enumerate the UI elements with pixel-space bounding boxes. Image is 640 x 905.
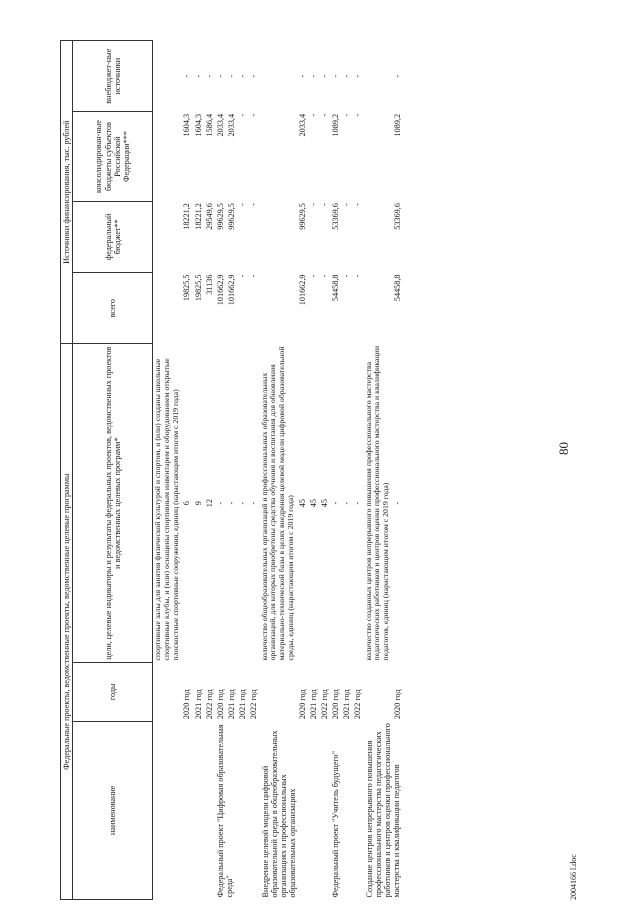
header-total: всего: [73, 273, 153, 344]
header-years: годы: [73, 662, 153, 721]
document-id: 2004166 l.doc: [569, 854, 578, 900]
table-row: 2020 год - 54458,8 53369,6 1089,2 -: [392, 74, 402, 720]
table-row: 2021 год - 101662,9 99629,5 2033,4 -: [227, 74, 237, 720]
table-row: 2021 год 45 - - - -: [308, 74, 318, 720]
header-name: наименование: [73, 721, 153, 899]
table-row: 2022 год - - - - -: [353, 74, 363, 720]
sport-indicator-text: спортивные залы для занятия физической культурой и спортом, и (или) созданы школьные спортивные клубы, и (или) оснащены спортивным инвентарем и оборудованием открытые плоскостные спортивные сооружения, единиц (нарастающим итогом с 2019 года): [153, 358, 180, 661]
header-consolidated: консолидирован-ные бюджеты субъектов Российской Федерации***: [73, 112, 153, 201]
digital-model-indicator-text: количество общеобразовательных организаций и профессиональных образовательных организаций, для которых приобретены средства обучения и воспитания для обновления материально-технической базы в целях внедрения целевой модели цифровой образовательной среды, единиц (нарастающим итогом с 2019 года): [259, 346, 295, 661]
table-row: Федеральный проект "Цифровая образовательная среда" 2020 год - 101662,9 99629,5 2033,4 -: [215, 41, 226, 900]
teacher-project-name: Федеральный проект "Учитель будущего": [331, 751, 341, 898]
table-row: [260, 41, 297, 900]
header-federal: федеральный бюджет**: [73, 201, 153, 272]
table-row: 2022 год 45 - - - -: [319, 74, 329, 720]
digital-project-name: Федеральный проект "Цифровая образовательная среда": [215, 724, 235, 898]
table-row: 2020 год 45 101662,9 99629,5 2033,4 -: [297, 74, 307, 720]
table-row: 2020 год 6 19825,5 18221,2 1604,3 -: [182, 74, 192, 720]
page-number: 80: [556, 442, 571, 455]
table-row: [364, 41, 392, 900]
header-group-projects: Федеральные проекты, ведомственные проекты, ведомственные целевые программы: [61, 344, 73, 900]
digital-model-name: Внедрение целевой модели цифровой образовательной среды в общеобразовательных организациях и профессиональных образовательных организациях: [260, 730, 298, 898]
rotated-table-container: [60, 40, 590, 900]
header-group-finance: Источники финансирования, тыс. рублей: [61, 41, 73, 344]
table-row: Федеральный проект "Учитель будущего" 2020 год - 54458,8 53369,6 1089,2 -: [330, 41, 341, 900]
table-row: 2022 год 12 31136 29549,6 1586,4 -: [204, 74, 214, 720]
table-row: 2021 год - - - - -: [238, 74, 248, 720]
financing-table: [60, 40, 403, 900]
header-goals: цели, целевые индикаторы и результаты федеральных проектов, ведомственных проектов и ведомственных целевых программ*: [73, 344, 153, 663]
header-extra: внебюджет-ные источники: [73, 41, 153, 112]
centers-name: Создание центров непрерывного повышения профессионального мастерства педагогических работников и центров оценки профессионального мастерства и квалификации педагогов: [364, 723, 402, 898]
table-row: 2021 год - - - - -: [342, 74, 352, 720]
centers-indicator-text: количество созданных центров непрерывного повышения профессионального мастерства педагогических работников и центров оценки профессионального мастерства и квалификации педагогов, единиц (нарастающим итогом с 2019 года): [363, 346, 391, 661]
table-row: 2021 год 9 19825,5 18221,2 1604,3 -: [193, 74, 203, 720]
table-row: 2022 год - - - - -: [249, 74, 259, 720]
